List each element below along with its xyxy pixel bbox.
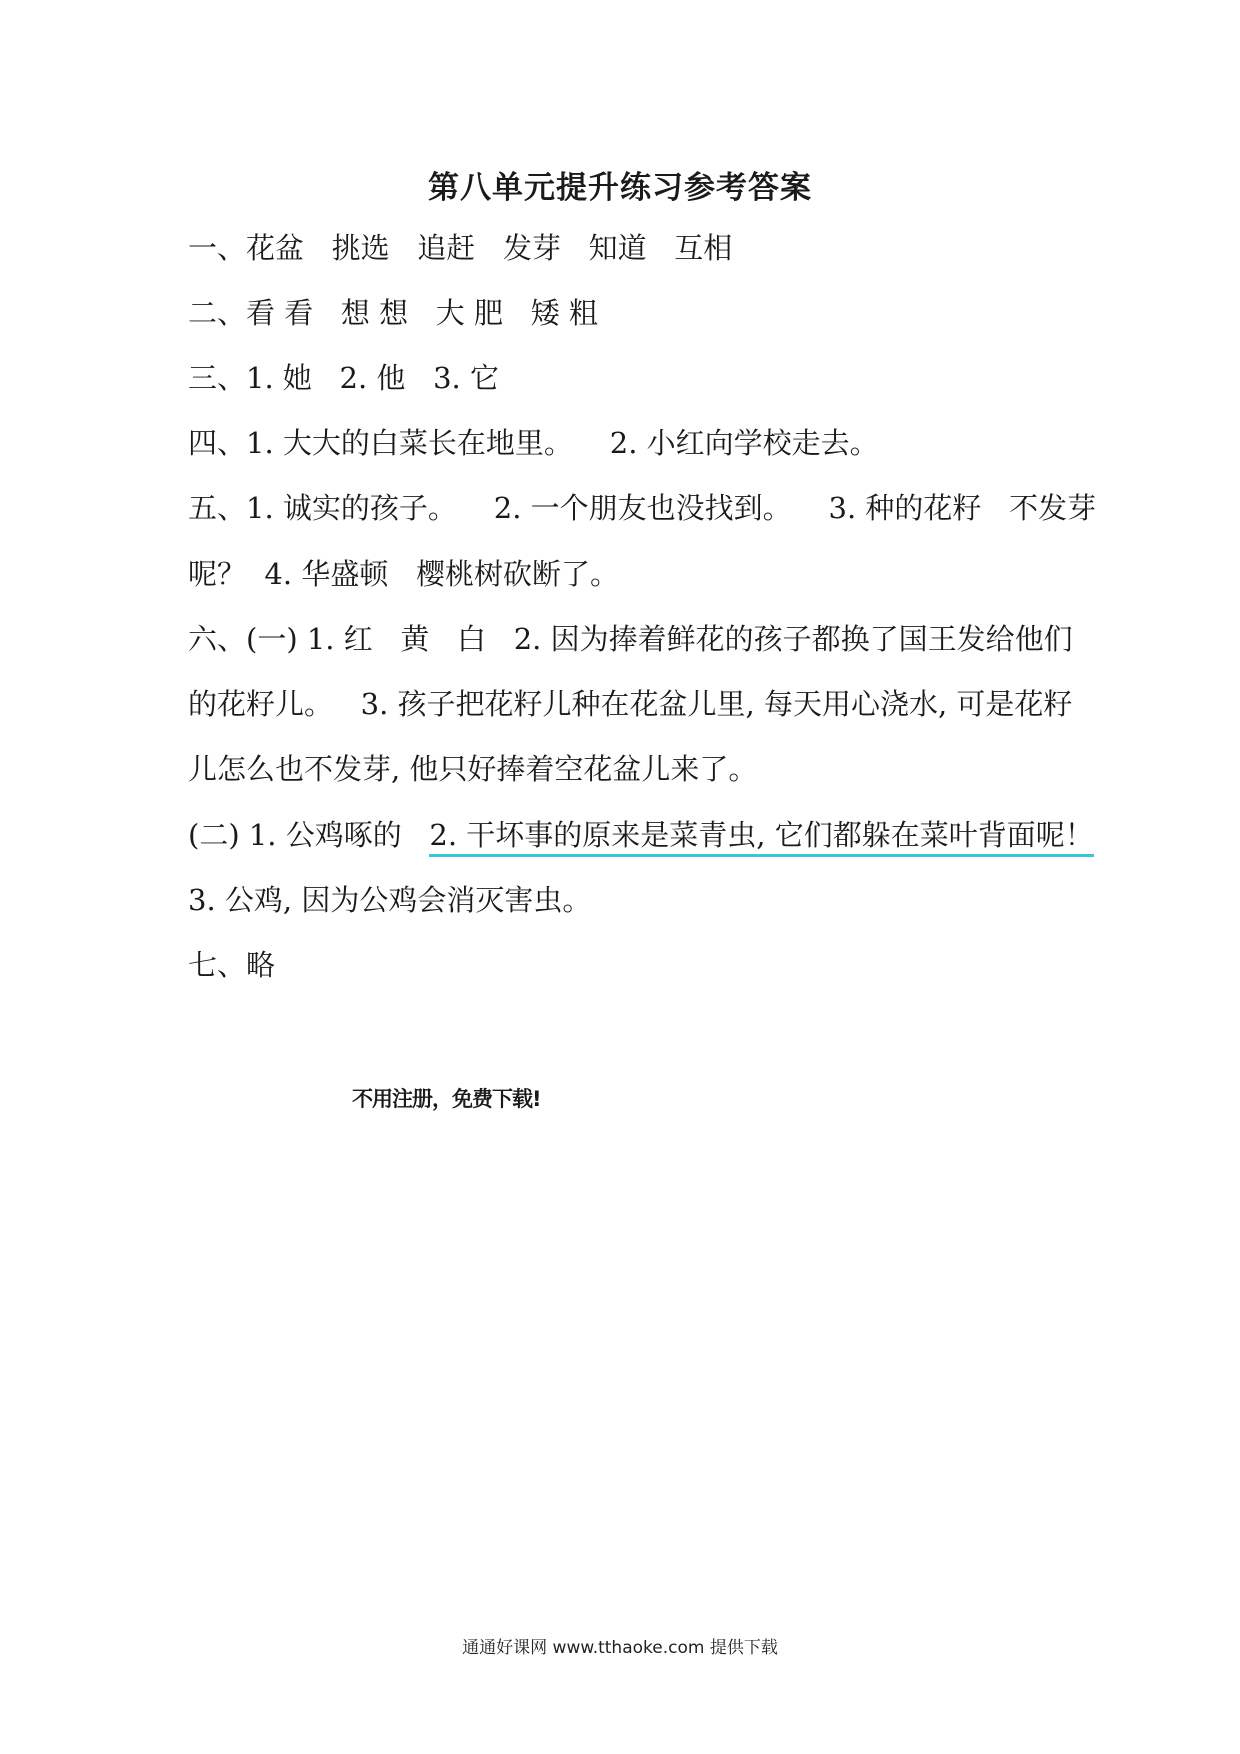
underlined-answer: 2. 干坏事的原来是菜青虫, 它们都躲在菜叶背面呢！	[429, 818, 1093, 857]
answer-section-2: 二、看 看 想 想 大 肥 矮 粗	[188, 296, 598, 330]
part-2-prefix: (二) 1. 公鸡啄的	[188, 818, 430, 852]
answer-section-3: 三、1. 她 2. 他 3. 它	[188, 361, 499, 395]
answer-section-6-part-2-line-2: 3. 公鸡, 因为公鸡会消灭害虫。	[188, 883, 592, 917]
answer-section-6-line-3: 儿怎么也不发芽, 他只好捧着空花盆儿来了。	[188, 752, 758, 786]
answer-section-6-line-1: 六、(一) 1. 红 黄 白 2. 因为捧着鲜花的孩子都换了国王发给他们	[188, 622, 1073, 656]
answer-section-1: 一、花盆 挑选 追赶 发芽 知道 互相	[188, 231, 733, 265]
answer-section-7: 七、略	[188, 948, 276, 982]
answer-section-6-line-2: 的花籽儿。 3. 孩子把花籽儿种在花盆儿里, 每天用心浇水, 可是花籽	[188, 687, 1073, 721]
answer-section-6-part-2-line-1	[188, 817, 1094, 853]
answer-section-5-line-1: 五、1. 诚实的孩子。 2. 一个朋友也没找到。 3. 种的花籽 不发芽	[188, 491, 1097, 525]
page-title: 第八单元提升练习参考答案	[428, 170, 812, 206]
answer-section-4: 四、1. 大大的白菜长在地里。 2. 小红向学校走去。	[188, 426, 879, 460]
answer-section-5-line-2: 呢？ 4. 华盛顿 樱桃树砍断了。	[188, 557, 619, 591]
footer-text: 通通好课网 www.tthaoke.com 提供下载	[462, 1638, 778, 1658]
promo-text: 不用注册，免费下载!	[352, 1087, 541, 1111]
